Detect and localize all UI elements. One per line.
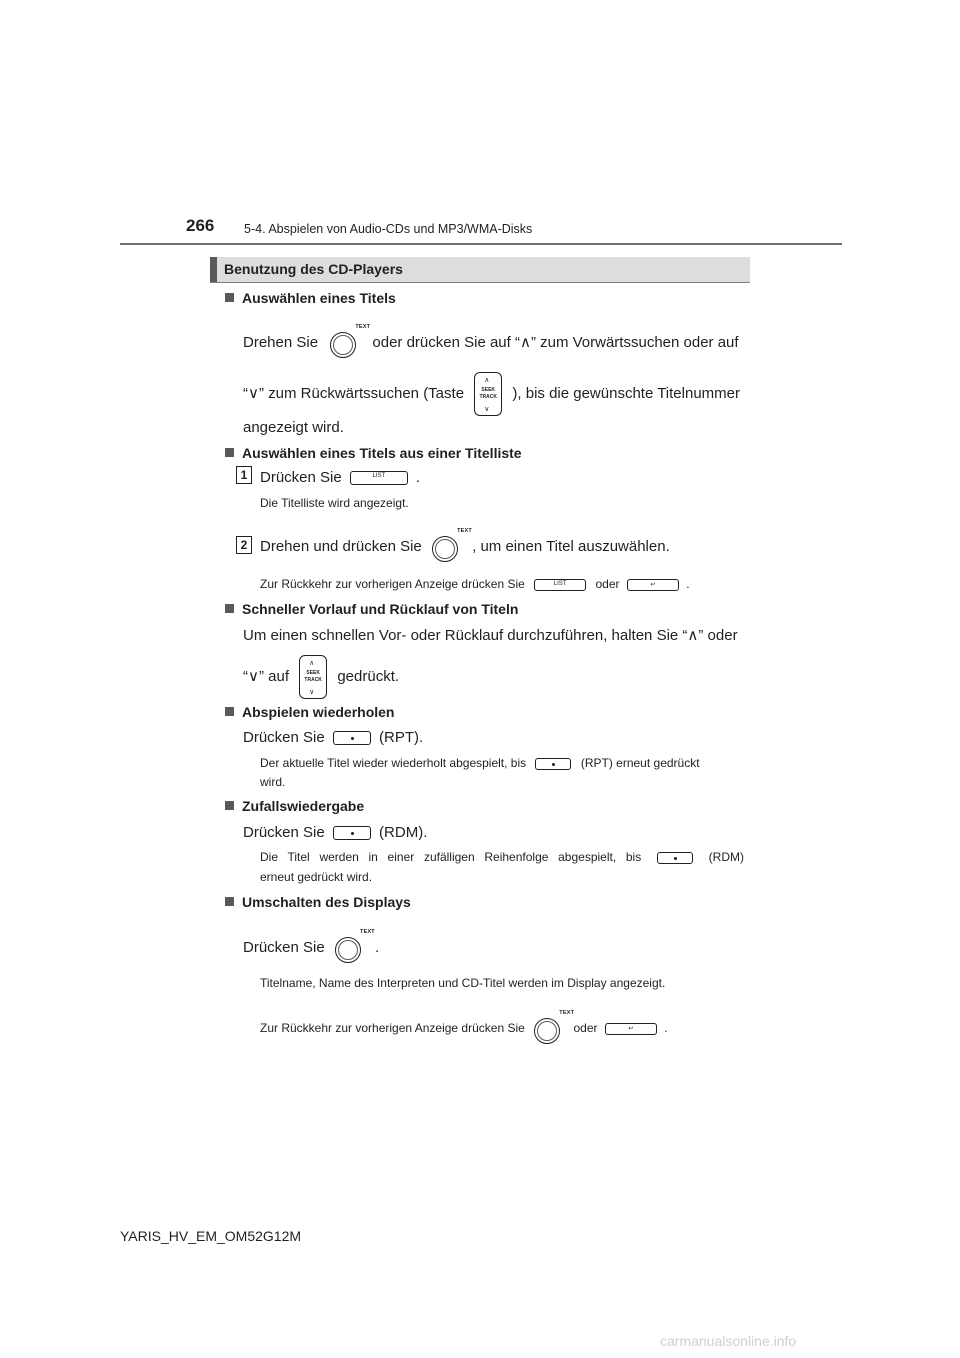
step-2-text: Drehen und drücken Sie TEXT , um einen Titel auszuwählen. xyxy=(260,530,670,564)
section-title: Benutzung des CD-Players xyxy=(224,261,403,277)
heading-display: Umschalten des Displays xyxy=(225,894,411,910)
section-title-bar xyxy=(210,257,750,283)
heading-title-list: Auswählen eines Titels aus einer Titelliste xyxy=(225,445,522,461)
paragraph-line: Drücken Sie (RPT). xyxy=(243,729,424,746)
repeat-note-cont: wird. xyxy=(260,775,286,789)
bullet-square-icon xyxy=(225,897,234,906)
step-1-text: Drücken Sie LIST . xyxy=(260,469,421,486)
random-note-cont: erneut gedrückt wird. xyxy=(260,870,373,884)
repeat-note: Der aktuelle Titel wieder wiederholt abgespielt, bis (RPT) erneut gedrückt xyxy=(260,756,700,770)
heading-fast-forward: Schneller Vorlauf und Rücklauf von Titeln xyxy=(225,601,518,617)
seek-track-button-icon: ∧ SEEK TRACK ∨ xyxy=(474,372,502,416)
return-note: Zur Rückkehr zur vorherigen Anzeige drücken Sie LIST oder ↩ . xyxy=(260,577,690,591)
section-accent xyxy=(210,257,217,282)
document-code: YARIS_HV_EM_OM52G12M xyxy=(120,1228,302,1244)
preset-button-icon xyxy=(333,731,371,745)
bullet-square-icon xyxy=(225,293,234,302)
paragraph-line: angezeigt wird. xyxy=(243,419,344,436)
paragraph-line: “∨” auf ∧ SEEK TRACK ∨ gedrückt. xyxy=(243,655,399,699)
display-note: Titelname, Name des Interpreten und CD-Titel werden im Display angezeigt. xyxy=(260,976,666,990)
back-button-icon: ↩ xyxy=(627,579,679,591)
paragraph-line: “∨” zum Rückwärtssuchen (Taste ∧ SEEK TRACK ∨ ), bis die gewünschte Titelnummer xyxy=(243,372,740,416)
preset-button-icon xyxy=(333,826,371,840)
paragraph-line: Um einen schnellen Vor- oder Rücklauf durchzuführen, halten Sie “∧” oder xyxy=(243,627,738,644)
heading-select-title: Auswählen eines Titels xyxy=(225,290,396,306)
tune-knob-icon: TEXT xyxy=(430,530,464,564)
watermark: carmanualsonline.info xyxy=(660,1333,797,1349)
seek-track-button-icon: ∧ SEEK TRACK ∨ xyxy=(299,655,327,699)
preset-button-icon xyxy=(535,758,571,770)
step-number-2: 2 xyxy=(236,536,252,554)
step-number-1: 1 xyxy=(236,466,252,484)
heading-repeat: Abspielen wiederholen xyxy=(225,704,394,720)
display-return-note: Zur Rückkehr zur vorherigen Anzeige drücken Sie TEXT oder ↩ . xyxy=(260,1012,668,1046)
header-rule xyxy=(120,243,842,245)
bullet-square-icon xyxy=(225,707,234,716)
list-button-icon: LIST xyxy=(350,471,408,485)
tune-knob-icon: TEXT xyxy=(532,1012,566,1046)
page-number: 266 xyxy=(186,216,215,235)
back-button-icon: ↩ xyxy=(605,1023,657,1035)
list-button-icon: LIST xyxy=(534,579,586,591)
tune-knob-icon: TEXT xyxy=(328,326,362,360)
bullet-square-icon xyxy=(225,448,234,457)
paragraph-line: Drücken Sie TEXT . xyxy=(243,931,379,965)
preset-button-icon xyxy=(657,852,693,864)
breadcrumb: 5-4. Abspielen von Audio-CDs und MP3/WMA-Disks xyxy=(244,222,533,236)
random-note: Die Titel werden in einer zufälligen Reihenfolge abgespielt, bis (RDM) xyxy=(260,850,744,864)
paragraph-line: Drücken Sie (RDM). xyxy=(243,824,428,841)
tune-knob-icon: TEXT xyxy=(333,931,367,965)
heading-random: Zufallswiedergabe xyxy=(225,798,364,814)
step-1-note: Die Titelliste wird angezeigt. xyxy=(260,496,409,510)
bullet-square-icon xyxy=(225,604,234,613)
paragraph-line: Drehen Sie TEXT oder drücken Sie auf “∧” zum Vorwärtssuchen oder auf xyxy=(243,326,739,360)
bullet-square-icon xyxy=(225,801,234,810)
